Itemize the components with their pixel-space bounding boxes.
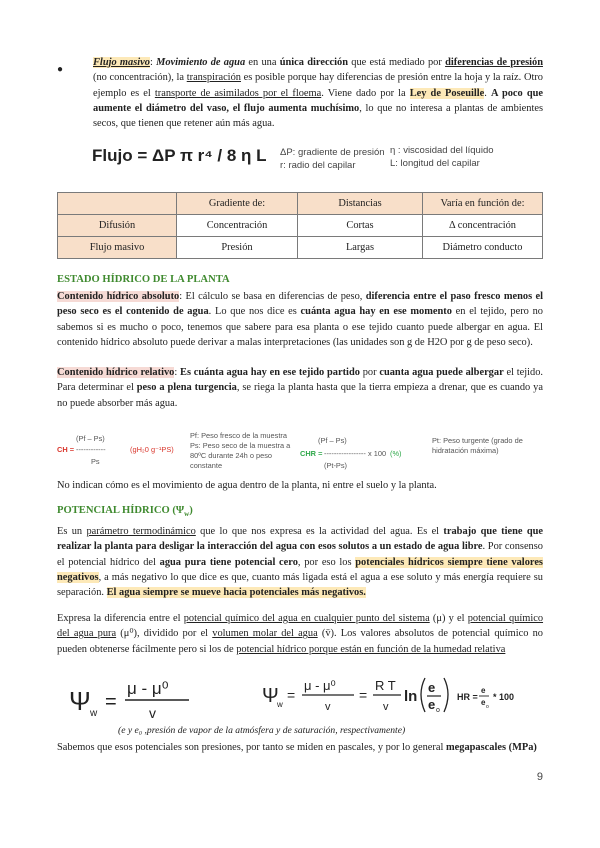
- text-bold: peso a plena turgencia: [136, 382, 237, 394]
- ch-units: (gH₂0 g⁻¹PS): [130, 445, 174, 454]
- title-sub: w: [184, 510, 190, 519]
- text-bold: única dirección: [279, 57, 349, 68]
- text: , a más negativo lo que dice es que, cuanto más ligada está el agua a ese soluto y más energía requiere su separación.: [57, 571, 543, 599]
- text-underline: transporte de asimilados por el floema: [154, 87, 322, 99]
- table-cell: Concentración: [177, 215, 298, 237]
- text-underline: volumen molar del agua: [212, 628, 318, 640]
- ch-label: CH =: [57, 445, 75, 454]
- text-bold: cuánta agua hay en ese momento: [300, 306, 452, 318]
- text: , lo que no interesa a plantas de ambientes secos, que tienen que retener aún más agua.: [93, 102, 543, 130]
- table-header-cell: Gradiente de:: [177, 193, 298, 215]
- chr-fraction-line: -----------------: [324, 449, 366, 458]
- text-underline: transpiración: [186, 72, 241, 84]
- text: en el tejido, pero no sabemos si es mucho o poco, tenemos que sabere para esa planta o ese tejido cuanto puede albergar en agua. El contenido hídrico absoluto puede derivar a malas interpretaciones (las unidades son g de H2O por g de peso seco).: [57, 306, 543, 348]
- potencial-paragraph-1: [57, 524, 543, 600]
- table-row-header: Flujo masivo: [58, 237, 177, 259]
- hr-numerator: e: [481, 686, 486, 695]
- table-header-cell: Varía en función de:: [423, 193, 543, 215]
- text: que está mediado por: [348, 57, 446, 68]
- text-bold: agua pura tiene potencial cero: [159, 556, 298, 568]
- law-name: Ley de Poseuille: [409, 87, 485, 99]
- text: , se riega la planta hasta que la tierra empieza a drenar, que es cuando ya no puede absorber más agua.: [57, 382, 543, 409]
- table-cell: Cortas: [298, 215, 423, 237]
- psi-sub-1: w: [90, 708, 98, 719]
- equals-1: =: [105, 691, 117, 713]
- text: (μ⁰), dividido por el: [116, 628, 213, 640]
- poiseuille-formula: Flujo = ΔP π r⁴ / 8 η L: [92, 146, 267, 165]
- text-bold: trabajo que tiene que realizar la planta para desligar la interacción del agua con esos solutos a un estado de agua libre: [57, 526, 543, 553]
- ch-legend-4: constante: [190, 461, 223, 470]
- equals-2: =: [287, 687, 296, 703]
- bullet-icon: ●: [57, 64, 64, 75]
- table-header-row: [58, 193, 543, 215]
- table-row-header: Difusión: [58, 215, 177, 237]
- poiseuille-legend-4: L: longitud del capilar: [390, 158, 480, 169]
- water-potential-formulas: [57, 670, 543, 722]
- text: . Por consenso el potencial hídrico del: [57, 541, 543, 568]
- text: .: [484, 87, 491, 99]
- potencial-paragraph-2: [57, 611, 543, 657]
- chr-label: CHR =: [300, 449, 323, 458]
- text: . Viene dado por la: [321, 87, 410, 99]
- hr-denominator: e: [481, 698, 486, 707]
- text-bold: diferencia entre el paso fresco menos el peso seco es el contenido de agua: [57, 291, 544, 318]
- ch-legend-2: Ps: Peso seco de la muestra a: [190, 441, 291, 450]
- chr-legend-2: hidratación máxima): [432, 446, 499, 455]
- ch-numerator: (Pf – Ps): [76, 434, 105, 443]
- numerator-1: μ - μ⁰: [127, 679, 169, 698]
- abs-term: Contenido hídrico absoluto: [57, 291, 180, 302]
- no-indican-text: No indican cómo es el movimiento de agua dentro de la planta, ni entre el suelo y la planta.: [57, 480, 437, 491]
- table-cell: Δ concentración: [423, 215, 543, 237]
- psi-sub-2: w: [277, 700, 283, 709]
- title-end: ): [189, 505, 193, 516]
- page-number: 9: [536, 771, 543, 783]
- text-bold: A poco que aumente el diámetro del vaso, el flujo aumenta muchísimo: [93, 87, 543, 114]
- rel-term: Contenido hídrico relativo: [57, 367, 175, 378]
- equals-3: =: [359, 687, 368, 703]
- text: (v̄). Los valores absolutos de potencial químico no pueden obtenerse fácilmente pero si los de: [57, 628, 543, 655]
- ln-numerator: e: [428, 680, 436, 695]
- text-bold: Movimiento de agua: [156, 57, 246, 68]
- poiseuille-legend-1: ΔP: gradiente de presión: [280, 147, 385, 158]
- text: Sabemos que esos potenciales son presiones, por tanto se miden en pascales, y por lo general: [57, 742, 446, 753]
- ln-denominator: e: [428, 697, 436, 712]
- flujo-masivo-paragraph: [93, 55, 543, 131]
- ln-denominator-sub: o: [436, 707, 440, 714]
- flujo-term: Flujo masivo: [93, 57, 150, 68]
- comparison-table: [57, 192, 543, 259]
- numerator-3: R T: [375, 678, 396, 693]
- poiseuille-legend-2: r: radio del capilar: [280, 160, 356, 171]
- table-header-cell: Distancias: [298, 193, 423, 215]
- right-paren: [444, 678, 448, 712]
- denominator-2: v: [325, 701, 331, 713]
- text: (no concentración), la: [93, 72, 187, 84]
- text-underline: potencial hídrico porque están en función de la humedad relativa: [236, 643, 506, 655]
- ln: ln: [404, 688, 418, 705]
- ch-legend-3: 80ºC durante 24h o peso: [190, 451, 273, 460]
- text: :: [149, 57, 157, 68]
- hr-label: HR =: [457, 692, 478, 702]
- contenido-absoluto-paragraph: [57, 289, 543, 350]
- formula-caption: (e y e₀ ,presión de vapor de la atmósfera y de saturación, respectivamente): [118, 725, 406, 736]
- psi-symbol-1: Ψ: [69, 686, 91, 716]
- text: :: [174, 367, 181, 378]
- text: (μ) y el: [429, 613, 468, 624]
- text: por: [359, 367, 380, 378]
- text: . Lo que nos dice es: [208, 306, 301, 318]
- text-underline: potencial químico del agua pura: [57, 613, 544, 640]
- hr-denominator-sub: o: [486, 704, 489, 710]
- table-row: [58, 237, 543, 259]
- text-bold: megapascales (MPa): [445, 742, 537, 753]
- ch-legend-1: Pf: Peso fresco de la muestra: [190, 431, 287, 440]
- text-bold: Es cuánta agua hay en ese tejido partido: [180, 367, 360, 378]
- chr-multiplier: x 100: [368, 449, 387, 458]
- text-highlight: El agua siempre se mueve hacia potenciales más negativos.: [106, 587, 366, 599]
- text: es posible porque hay diferencias de presión entre la hoja y la raíz. Otro ejemplo es el: [93, 72, 543, 99]
- text: : El cálculo se basa en diferencias de peso,: [179, 291, 366, 302]
- text: en una: [245, 57, 280, 68]
- chr-denominator: (Pt-Ps): [324, 461, 347, 470]
- final-paragraph: [57, 740, 543, 755]
- poiseuille-legend-3: η : viscosidad del líquido: [390, 145, 494, 156]
- text-highlight: potenciales hídricos siempre tiene valores negativos: [57, 556, 543, 583]
- table-cell: Largas: [298, 237, 423, 259]
- psi-symbol-2: Ψ: [262, 685, 279, 707]
- table-cell: Presión: [177, 237, 298, 259]
- chr-units: (%): [390, 449, 402, 458]
- table-row: [58, 215, 543, 237]
- hr-multiplier: * 100: [493, 692, 515, 702]
- numerator-2: μ - μ⁰: [304, 678, 336, 693]
- denominator-3: v: [383, 701, 389, 713]
- section-title-estado-hidrico: ESTADO HÍDRICO DE LA PLANTA: [57, 274, 230, 285]
- contenido-relativo-paragraph: [57, 365, 543, 411]
- section-title-potencial-hidrico: [57, 503, 543, 522]
- text-underline: parámetro termodinámico: [86, 526, 196, 537]
- chr-legend-1: Pt: Peso turgente (grado de: [432, 436, 523, 445]
- ch-fraction-line: ------------: [76, 445, 106, 454]
- text: , por eso los: [297, 556, 356, 568]
- text: Es un: [57, 526, 87, 537]
- text: Expresa la diferencia entre el: [57, 613, 184, 624]
- chr-numerator: (Pf – Ps): [318, 436, 347, 445]
- ch-denominator: Ps: [91, 457, 100, 466]
- text-bold-underline: diferencias de presión: [445, 57, 543, 68]
- text: que lo que nos expresa es la actividad del agua. Es el: [195, 526, 444, 537]
- denominator-1: v: [149, 705, 156, 721]
- table-cell: Diámetro conducto: [423, 237, 543, 259]
- title-text: POTENCIAL HÍDRICO (Ψ: [57, 505, 185, 516]
- text-underline: potencial químico del agua en cualquier punto del sistema: [183, 613, 430, 624]
- text: el tejido. Para determinar el: [57, 367, 543, 394]
- table-header-cell: [58, 193, 177, 215]
- text-bold: cuanta agua puede albergar: [379, 367, 504, 378]
- left-paren: [421, 678, 425, 712]
